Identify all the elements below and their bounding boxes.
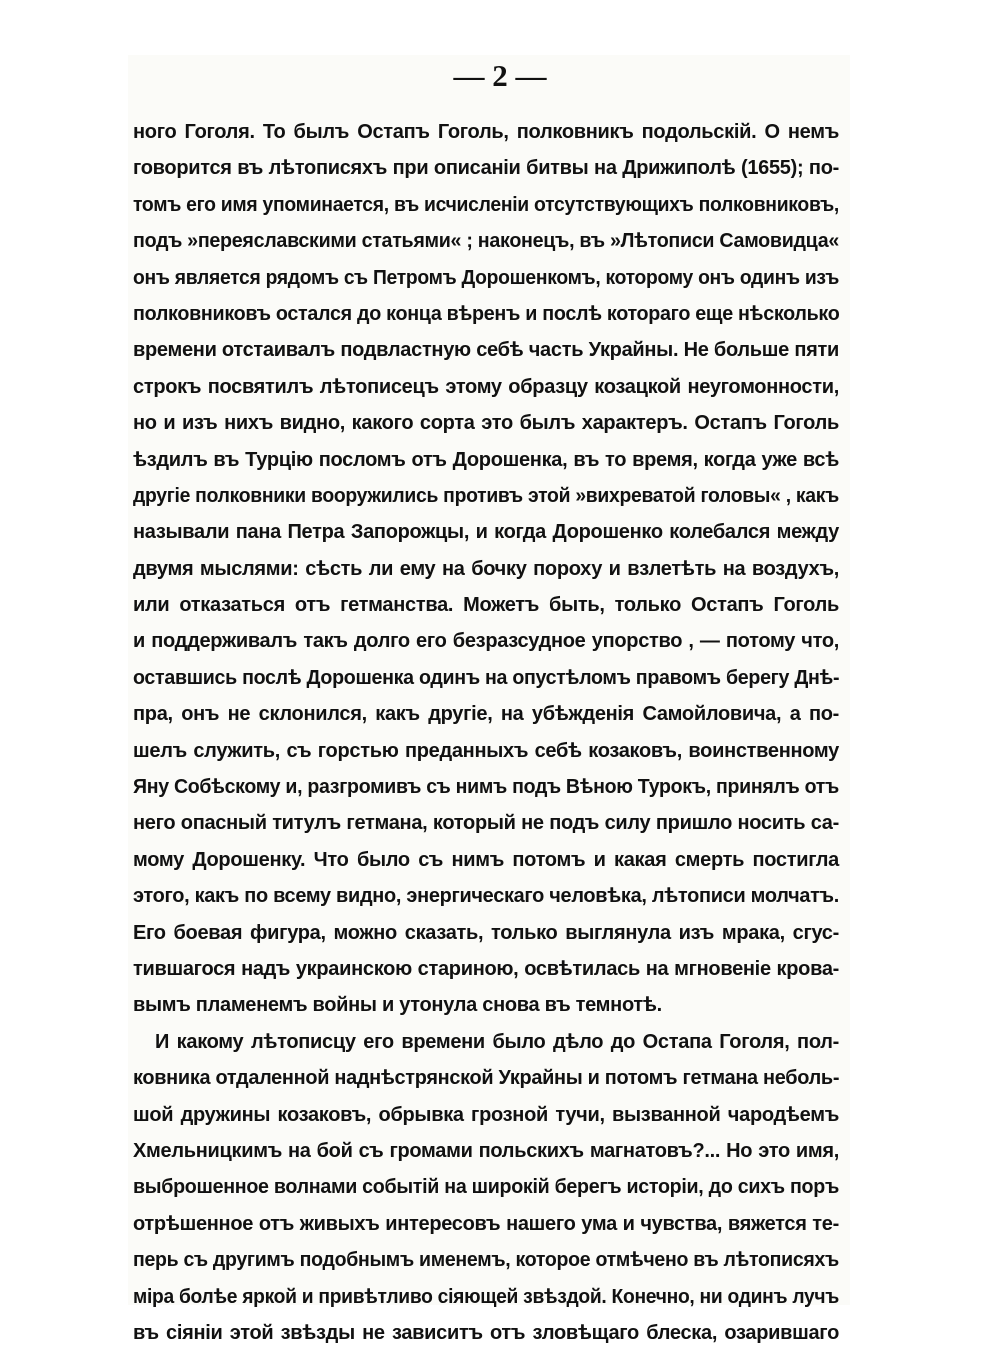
- text-line: двумя мыслями: сѣсть ли ему на бочку пороху и взлетѣть на воздухъ,: [133, 557, 839, 580]
- page-number: — 2 —: [453, 58, 547, 93]
- text-line: И какому лѣтописцу его времени было дѣло до Остапа Гоголя, пол-: [155, 1030, 839, 1053]
- text-line: но и изъ нихъ видно, какого сорта это былъ характеръ. Остапъ Гоголь: [133, 412, 839, 435]
- text-line: вымъ пламенемъ войны и утонула снова въ темнотѣ.: [133, 994, 662, 1017]
- text-line: этого, какъ по всему видно, энергическаго человѣка, лѣтописи молчатъ.: [133, 885, 840, 908]
- text-line: пра, онъ не склонился, какъ другіе, на убѣжденія Самойловича, а по-: [133, 703, 839, 726]
- text-line: шелъ служить, съ горстью преданныхъ себѣ козаковъ, воинственному: [133, 739, 839, 762]
- text-line: томъ его имя упоминается, въ исчисленіи отсутствующихъ полковниковъ,: [133, 193, 839, 216]
- text-line: полковниковъ остался до конца вѣренъ и послѣ котораго еще нѣсколько: [133, 302, 840, 325]
- text-line: него опасный титулъ гетмана, который не подъ силу пришло носить са-: [133, 812, 839, 835]
- text-line: Хмельницкимъ на бой съ громами польскихъ магнатовъ?... Но это имя,: [133, 1139, 839, 1162]
- text-line: отрѣшенное отъ живыхъ интересовъ нашего ума и чувства, вяжется те-: [133, 1212, 839, 1235]
- text-line: или отказаться отъ гетманства. Можетъ быть, только Остапъ Гоголь: [133, 594, 839, 617]
- text-line: выброшенное волнами событій на широкій берегъ исторіи, до сихъ поръ: [133, 1176, 839, 1199]
- text-line: называли пана Петра Запорожцы, и когда Дорошенко колебался между: [133, 521, 839, 544]
- text-line: Его боевая фигура, можно сказать, только выглянула изъ мрака, сгус-: [133, 921, 839, 944]
- text-line: въ сіяніи этой звѣзды не зависитъ отъ зловѣщаго блеска, озарившаго: [133, 1321, 839, 1344]
- text-line: перь съ другимъ подобнымъ именемъ, которое отмѣчено въ лѣтописяхъ: [133, 1249, 839, 1272]
- text-line: ного Гоголя. То былъ Остапъ Гоголь, полковникъ подольскій. О немъ: [133, 121, 839, 143]
- text-line: ѣздилъ въ Турцію посломъ отъ Дорошенка, въ то время, когда уже всѣ: [133, 448, 839, 471]
- body-text: [133, 114, 839, 1351]
- text-line: говорится въ лѣтописяхъ при описаніи битвы на Дрижиполѣ (1655); по-: [133, 157, 839, 180]
- text-line: міра болѣе яркой и привѣтливо сіяющей звѣздой. Конечно, ни одинъ лучъ: [133, 1285, 840, 1308]
- text-line: и поддерживалъ такъ долго его безразсудное упорство , — потому что,: [133, 630, 839, 653]
- text-line: оставшись послѣ Дорошенка одинъ на опустѣломъ правомъ берегу Днѣ-: [133, 666, 840, 689]
- text-line: Яну Собѣскому и, разгромивъ съ нимъ подъ Вѣною Турокъ, принялъ отъ: [133, 776, 840, 799]
- text-line: времени отстаивалъ подвластную себѣ часть Украйны. Не больше пяти: [133, 339, 839, 362]
- text-line: онъ является рядомъ съ Петромъ Дорошенкомъ, которому онъ одинъ изъ: [133, 266, 840, 289]
- text-line: строкъ посвятилъ лѣтописецъ этому образцу козацкой неугомонности,: [133, 375, 839, 398]
- text-line: подъ »переяславскими статьями« ; наконецъ, въ »Лѣтописи Самовидца«: [133, 230, 840, 253]
- text-line: мому Дорошенку. Что было съ нимъ потомъ и какая смерть постигла: [133, 848, 839, 871]
- text-line: другіе полковники вооружились противъ этой »вихреватой головы« , какъ: [133, 484, 839, 507]
- text-line: шой дружины козаковъ, обрывка грозной тучи, вызванной чародѣемъ: [133, 1103, 839, 1126]
- text-line: ковника отдаленной наднѣстрянской Украйны и потомъ гетмана неболь-: [133, 1067, 840, 1090]
- text-line: тившагося надъ украинскою стариною, освѣтилась на мгновеніе крова-: [133, 957, 839, 980]
